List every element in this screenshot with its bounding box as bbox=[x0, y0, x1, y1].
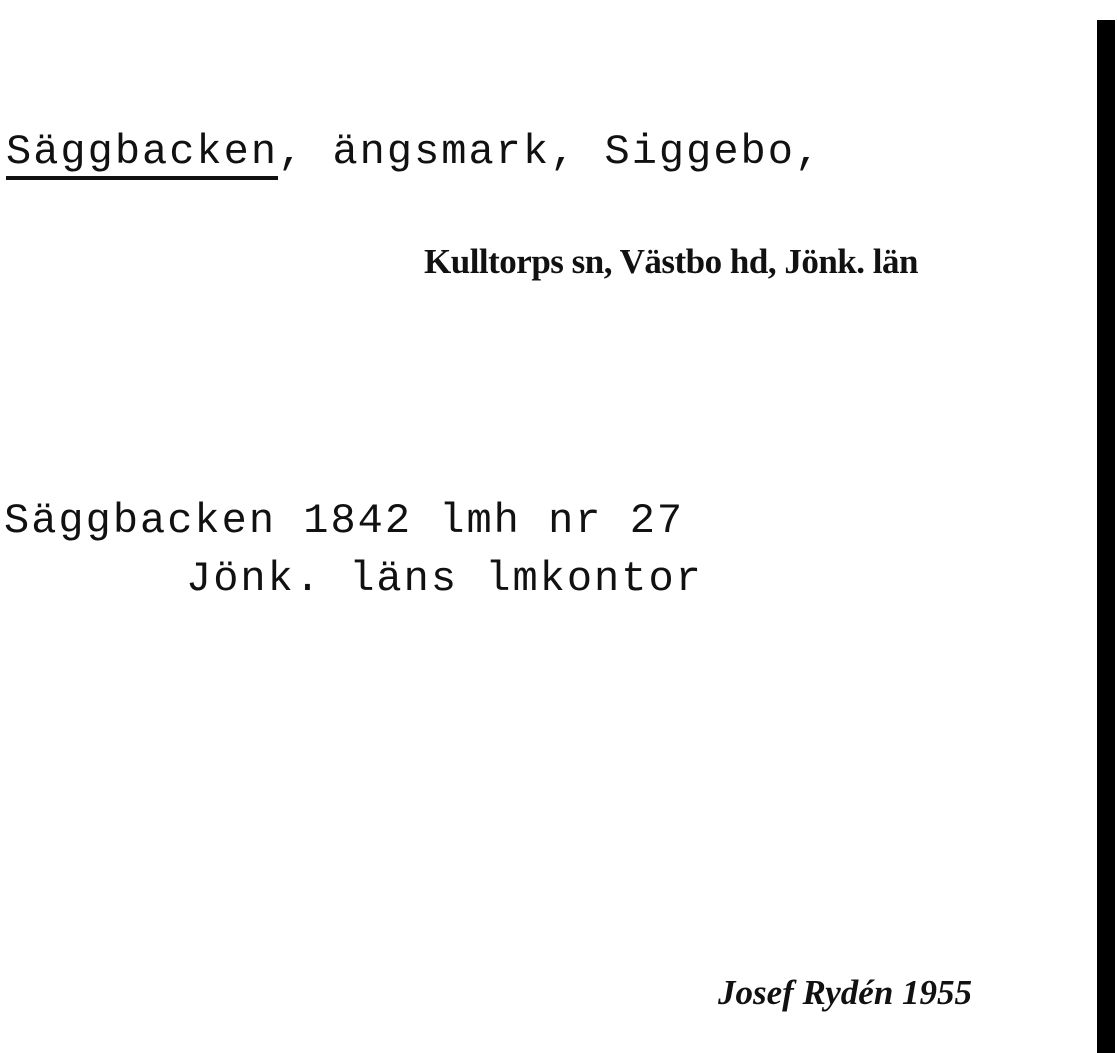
source-line-2: Jönk. läns lmkontor bbox=[186, 555, 703, 603]
headword: Säggbacken bbox=[6, 128, 278, 180]
headword-line bbox=[6, 128, 822, 176]
headword-description: , ängsmark, Siggebo, bbox=[278, 128, 823, 176]
signature: Josef Rydén 1955 bbox=[718, 973, 973, 1012]
card-edge-divider bbox=[1097, 20, 1115, 1053]
source-line-1: Säggbacken 1842 lmh nr 27 bbox=[4, 497, 685, 545]
parish-line: Kulltorps sn, Västbo hd, Jönk. län bbox=[424, 242, 918, 281]
